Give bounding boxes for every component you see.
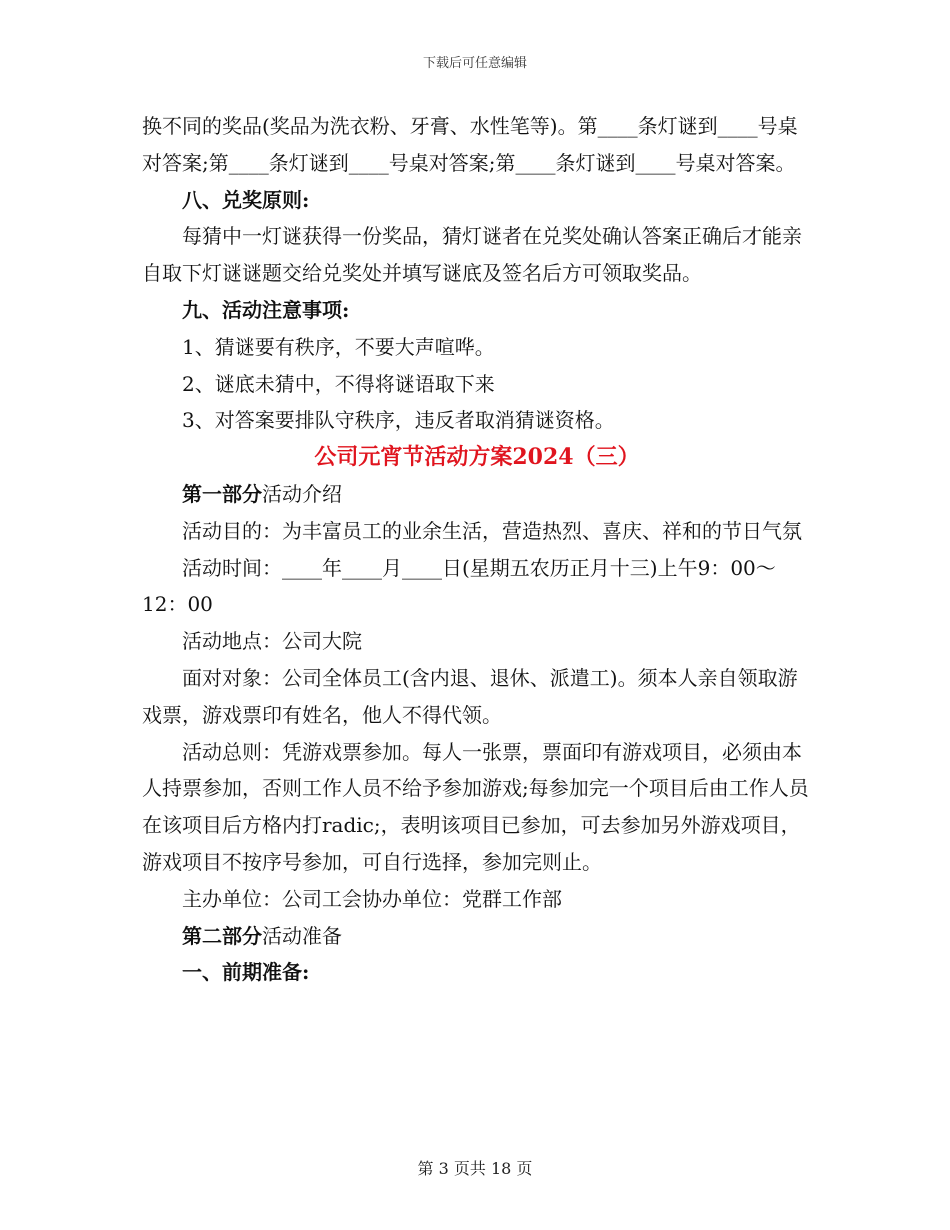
document-body [142,108,812,991]
paragraph-organizer: 主办单位：公司工会协办单位：党群工作部 [182,886,562,911]
paragraph-general-rules: 活动总则：凭游戏票参加。每人一张票，票面印有游戏项目，必须由本人持票参加，否则工作人员不给予参加游戏;每参加完一个项目后由工作人员在该项目后方格内打radic;，表明该项目已参加，可去参加另外游戏项目，游戏项目不按序号参加，可自行选择，参加完则止。 [142,739,809,874]
paragraph-place: 活动地点：公司大院 [182,629,362,654]
part1-heading-bold: 第一部分 [182,481,262,506]
paragraph-prizes: 换不同的奖品(奖品为洗衣粉、牙膏、水性笔等)。第____条灯谜到____号桌对答案;第____条灯谜到____号桌对答案;第____条灯谜到____号桌对答案。 [142,114,798,175]
section-heading-9: 九、活动注意事项: [182,297,350,322]
notice-item-2: 2、谜底未猜中，不得将谜语取下来 [182,371,495,396]
part2-heading [142,918,812,955]
part2-heading-bold: 第二部分 [182,923,262,948]
paragraph-purpose: 活动目的：为丰富员工的业余生活，营造热烈、喜庆、祥和的节日气氛 [182,518,802,543]
part1-heading [142,476,812,513]
paragraph-target: 面对对象：公司全体员工(含内退、退休、派遣工)。须本人亲自领取游戏票，游戏票印有姓名，他人不得代领。 [142,665,798,727]
document-title: 公司元宵节活动方案2024（三） [314,444,640,471]
notice-item-1: 1、猜谜要有秩序，不要大声喧哗。 [182,334,495,359]
page-footer: 第 3 页共 18 页 [417,1159,533,1178]
paragraph-redeem-rules: 每猜中一灯谜获得一份奖品，猜灯谜者在兑奖处确认答案正确后才能亲自取下灯谜谜题交给兑奖处并填写谜底及签名后方可领取奖品。 [142,224,802,286]
page-header: 下载后可任意编辑 [422,56,527,71]
part2-heading-rest: 活动准备 [262,923,342,948]
notice-item-3: 3、对答案要排队守秩序，违反者取消猜谜资格。 [182,408,615,433]
section-heading-8: 八、兑奖原则: [182,187,310,212]
section-heading-prep: 一、前期准备: [182,960,310,985]
paragraph-time: 活动时间：____年____月____日(星期五农历正月十三)上午9：00～12：00 [142,555,776,617]
part1-heading-rest: 活动介绍 [262,481,342,506]
